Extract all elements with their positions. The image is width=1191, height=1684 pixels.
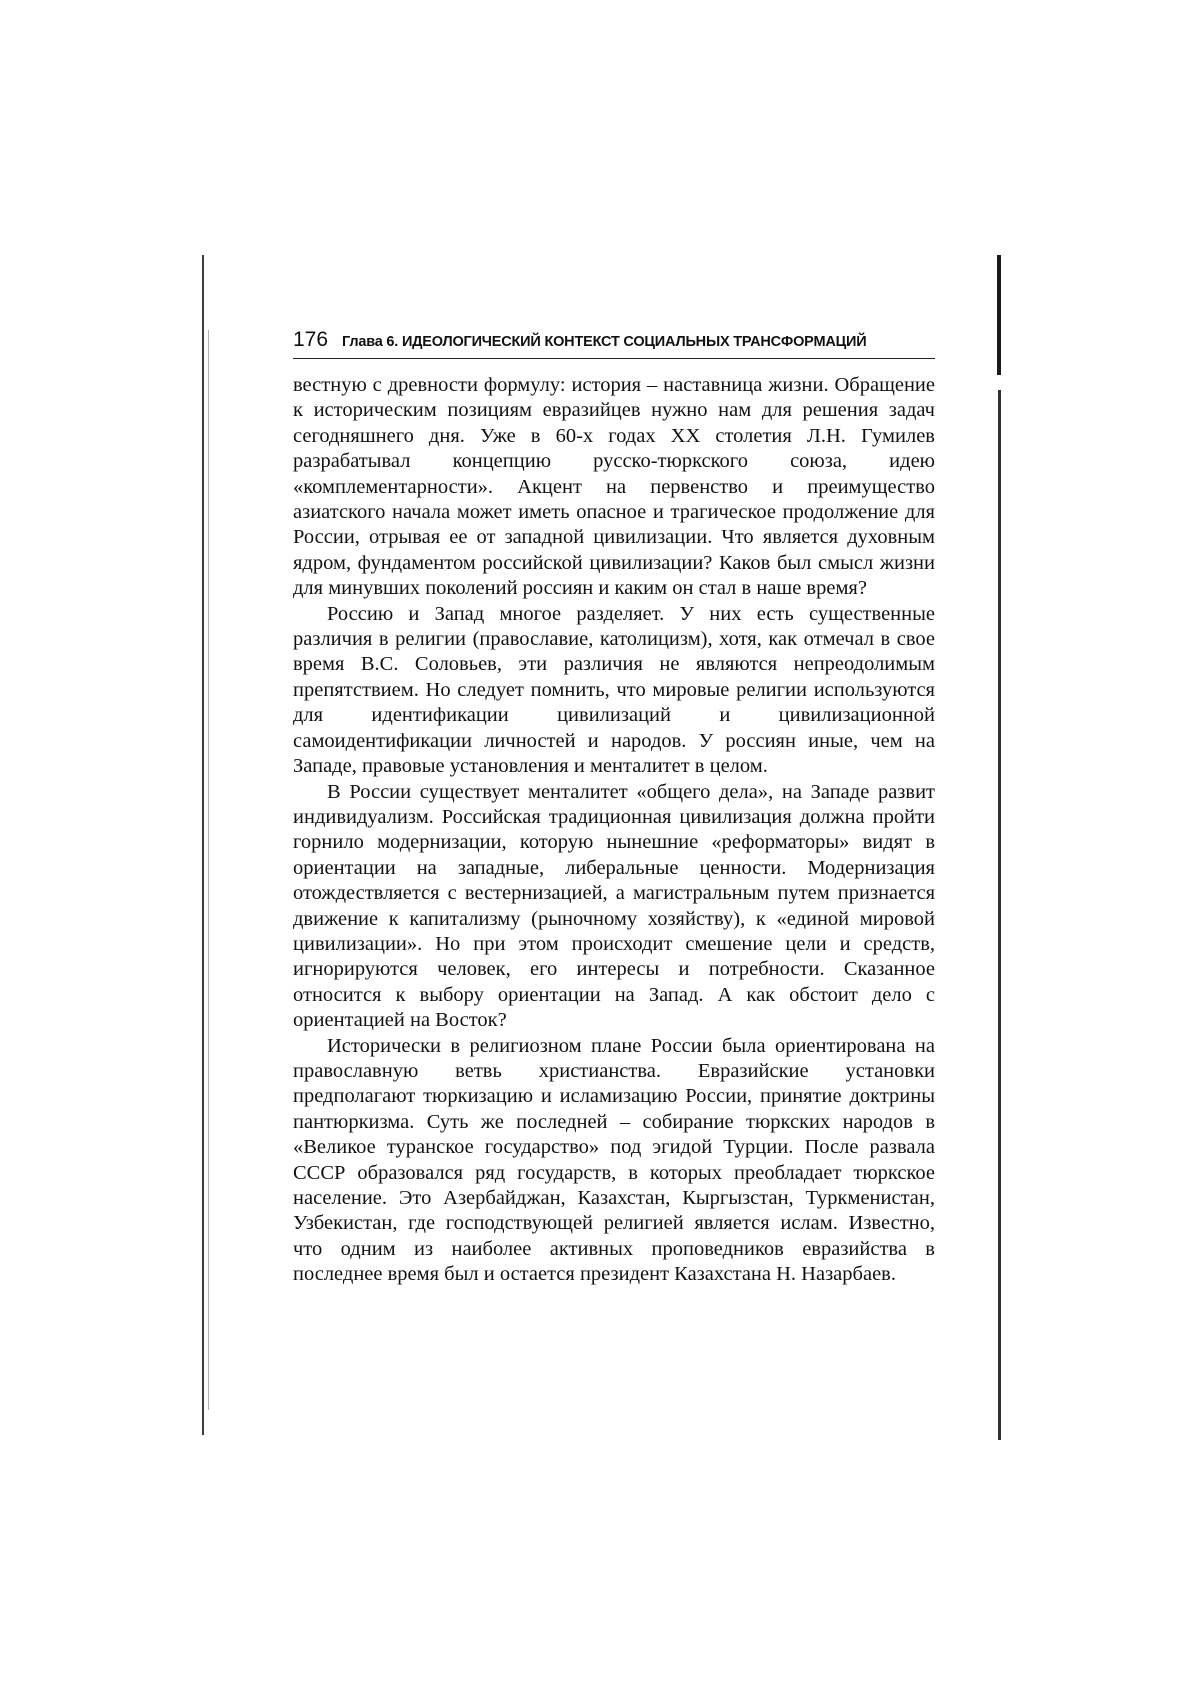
paragraph: В России существует менталитет «общего дела», на Западе развит индивидуализм. Российская традиционная цивилизация должна пройти горнило модернизации, которую нынешние «реформаторы» видят в ориентации на западные, либеральные ценности. Модернизация отождествляется с вестернизацией, а магистральным путем признается движение к капитализму (рыночному хозяйству), к «единой мировой цивилизации». Но при этом происходит смешение цели и средств, игнорируются человек, его интересы и потребности. Сказанное относится к выбору ориентации на Запад. А как обстоит дело с ориентацией на Восток? xyxy=(293,780,935,1032)
page-number: 176 xyxy=(293,328,329,351)
scan-edge-right xyxy=(998,390,1001,1440)
running-head xyxy=(293,328,935,359)
body-text xyxy=(293,373,935,1288)
scan-edge-right-top xyxy=(997,255,1001,375)
paragraph: вестную с древности формулу: история – наставница жизни. Обращение к историческим позициям евразийцев нужно нам для решения задач сегодняшнего дня. Уже в 60-х годах XX столетия Л.Н. Гумилев разрабатывал концепцию русско-тюркского союза, идею «комплементарности». Акцент на первенство и преимущество азиатского начала может иметь опасное и трагическое продолжение для России, отрывая ее от западной цивилизации. Что является духовным ядром, фундаментом российской цивилизации? Каков был смысл жизни для минувших поколений россиян и каким он стал в наше время? xyxy=(293,374,935,600)
paragraph: Исторически в религиозном плане России была ориентирована на православную ветвь христианства. Евразийские установки предполагают тюркизацию и исламизацию России, принятие доктрины пантюркизма. Суть же последней – собирание тюркских народов в «Великое туранское государство» под эгидой Турции. После развала СССР образовался ряд государств, в которых преобладает тюркское население. Это Азербайджан, Казахстан, Кыргызстан, Туркменистан, Узбекистан, где господствующей религией является ислам. Известно, что одним из наиболее активных проповедников евразийства в последнее время был и остается президент Казахстана Н. Назарбаев. xyxy=(293,1034,935,1286)
scan-edge-left-faint xyxy=(208,330,209,1410)
chapter-title: Глава 6. ИДЕОЛОГИЧЕСКИЙ КОНТЕКСТ СОЦИАЛЬНЫХ ТРАНСФОРМАЦИЙ xyxy=(342,334,867,350)
scan-edge-left xyxy=(202,255,204,1435)
book-page xyxy=(293,328,935,1288)
paragraph: Россию и Запад многое разделяет. У них есть существенные различия в религии (православие, католицизм), хотя, как отмечал в свое время В.С. Соловьев, эти различия не являются непреодолимым препятствием. Но следует помнить, что мировые религии используются для идентификации цивилизаций и цивилизационной самоидентификации личностей и народов. У россиян иные, чем на Западе, правовые установления и менталитет в целом. xyxy=(293,602,935,778)
